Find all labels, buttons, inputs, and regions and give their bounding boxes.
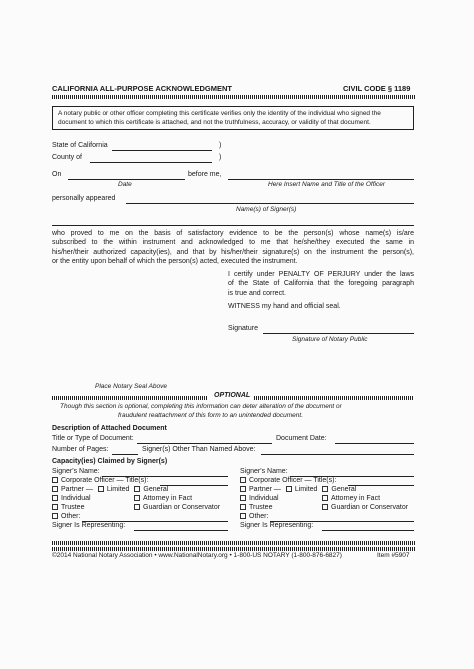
signer2-individual-checkbox[interactable] xyxy=(240,495,246,501)
body-line-4: or the entity upon behalf of which the person(s) acted, executed the instrument. xyxy=(52,257,298,265)
notary-signature-field[interactable] xyxy=(263,333,414,334)
signer2-partner-row: Partner — Limited General xyxy=(240,486,356,493)
notice-box xyxy=(52,106,414,130)
body-line-3: his/her/their authorized capacity(ies), and that by his/her/their signature(s) on the instrument the person(s), xyxy=(52,248,414,256)
date-field[interactable] xyxy=(68,179,185,180)
on-label: On xyxy=(52,171,62,178)
other-signers-field[interactable] xyxy=(261,454,414,455)
notice-line-1: A notary public or other officer completing this certificate verifies only the identity of the individual who signed the xyxy=(58,110,381,117)
pages-label: Number of Pages: xyxy=(52,446,109,453)
optional-rule-left xyxy=(52,396,207,400)
signer-names-field-2[interactable] xyxy=(52,225,414,226)
optional-title: OPTIONAL xyxy=(214,392,251,399)
venue-paren-1: ) xyxy=(219,142,222,149)
signer1-representing-field[interactable] xyxy=(134,530,228,531)
signer1-individual-checkbox[interactable] xyxy=(52,495,58,501)
date-caption: Date xyxy=(118,181,132,188)
signer2-trustee-row: Trustee Guardian or Conservator xyxy=(240,504,416,511)
signer2-trustee-checkbox[interactable] xyxy=(240,504,246,510)
signer1-general-checkbox[interactable] xyxy=(134,486,140,492)
signer1-name-label: Signer's Name: xyxy=(52,468,100,475)
perjury-line-3: is true and correct. xyxy=(228,289,286,297)
signature-label: Signature xyxy=(228,325,258,332)
footer-rule-2 xyxy=(52,547,416,551)
pages-field[interactable] xyxy=(112,454,138,455)
signer2-guardian-checkbox[interactable] xyxy=(322,504,328,510)
signer2-corporate-checkbox[interactable] xyxy=(240,477,246,483)
perjury-paragraph xyxy=(228,270,414,298)
venue-paren-2: ) xyxy=(219,154,222,161)
doc-title-label: Title or Type of Document: xyxy=(52,435,134,442)
signer1-corporate-row: Corporate Officer — Title(s): xyxy=(52,477,148,484)
signer1-other-row: Other: xyxy=(52,513,80,520)
signer2-attorney-checkbox[interactable] xyxy=(322,495,328,501)
signer1-corporate-checkbox[interactable] xyxy=(52,477,58,483)
optional-line-1: Though this section is optional, completing this information can deter alteration of the document or xyxy=(60,403,342,410)
header-rule xyxy=(52,95,416,99)
county-field[interactable] xyxy=(90,162,212,163)
signer1-trustee-row: Trustee Guardian or Conservator xyxy=(52,504,232,511)
signature-caption: Signature of Notary Public xyxy=(292,336,368,343)
signer2-corporate-title-field[interactable] xyxy=(348,485,414,486)
body-line-2: subscribed to the within instrument and acknowledged to me that he/she/they executed the same in xyxy=(52,239,414,247)
signer1-corporate-title-field[interactable] xyxy=(160,485,228,486)
signer2-general-checkbox[interactable] xyxy=(322,486,328,492)
witness-text: WITNESS my hand and official seal. xyxy=(228,303,341,310)
signer1-limited-checkbox[interactable] xyxy=(98,486,104,492)
signer2-limited-checkbox[interactable] xyxy=(286,486,292,492)
appeared-label: personally appeared xyxy=(52,195,116,202)
description-heading: Description of Attached Document xyxy=(52,425,167,432)
state-label: State of California xyxy=(52,142,108,149)
doc-date-label: Document Date: xyxy=(276,435,327,442)
other-signers-label: Signer(s) Other Than Named Above: xyxy=(142,446,256,453)
signer1-attorney-checkbox[interactable] xyxy=(134,495,140,501)
signer1-other-checkbox[interactable] xyxy=(52,513,58,519)
optional-line-2: fraudulent reattachment of this form to an unintended document. xyxy=(118,412,304,419)
signer1-individual-row: Individual Attorney in Fact xyxy=(52,495,232,502)
notice-line-2: document to which this certificate is attached, and not the truthfulness, accuracy, or validity of that document. xyxy=(58,119,371,126)
county-label: County of xyxy=(52,154,82,161)
state-field[interactable] xyxy=(112,150,212,151)
signer-names-field[interactable] xyxy=(126,203,414,204)
signer1-partner-checkbox[interactable] xyxy=(52,486,58,492)
signer2-partner-checkbox[interactable] xyxy=(240,486,246,492)
signer2-other-checkbox[interactable] xyxy=(240,513,246,519)
signer1-partner-row: Partner — Limited General xyxy=(52,486,168,493)
signer1-guardian-checkbox[interactable] xyxy=(134,504,140,510)
acknowledgment-paragraph xyxy=(52,229,414,266)
officer-field[interactable] xyxy=(228,179,414,180)
optional-rule-right xyxy=(254,396,414,400)
signer2-representing-label: Signer Is Representing: xyxy=(240,522,314,529)
signer-names-caption: Name(s) of Signer(s) xyxy=(236,206,297,213)
footer-text: ©2014 National Notary Association • www.NationalNotary.org • 1-800-US NOTARY (1-800-876-6827) xyxy=(52,552,342,559)
signer2-individual-row: Individual Attorney in Fact xyxy=(240,495,416,502)
doc-title-field[interactable] xyxy=(137,443,272,444)
footer-rule-1 xyxy=(52,541,416,545)
civil-code: CIVIL CODE § 1189 xyxy=(343,84,411,93)
officer-caption: Here Insert Name and Title of the Officer xyxy=(268,181,385,188)
signer2-other-row: Other: xyxy=(240,513,268,520)
before-me-label: before me, xyxy=(188,171,222,178)
perjury-line-2: of the State of California that the foregoing paragraph xyxy=(228,280,414,288)
form-title: CALIFORNIA ALL-PURPOSE ACKNOWLEDGMENT xyxy=(52,84,232,93)
capacity-heading: Capacity(ies) Claimed by Signer(s) xyxy=(52,458,168,465)
footer-item-number: Item #5907 xyxy=(377,552,410,559)
perjury-line-1: I certify under PENALTY OF PERJURY under the laws xyxy=(228,271,414,278)
signer2-name-label: Signer's Name: xyxy=(240,468,288,475)
body-line-1: who proved to me on the basis of satisfactory evidence to be the person(s) whose name(s) is/are xyxy=(52,230,414,237)
signer1-representing-label: Signer Is Representing: xyxy=(52,522,126,529)
seal-caption: Place Notary Seal Above xyxy=(95,383,168,390)
signer2-corporate-row: Corporate Officer — Title(s): xyxy=(240,477,336,484)
doc-date-field[interactable] xyxy=(335,443,414,444)
signer1-trustee-checkbox[interactable] xyxy=(52,504,58,510)
signer2-representing-field[interactable] xyxy=(322,530,414,531)
